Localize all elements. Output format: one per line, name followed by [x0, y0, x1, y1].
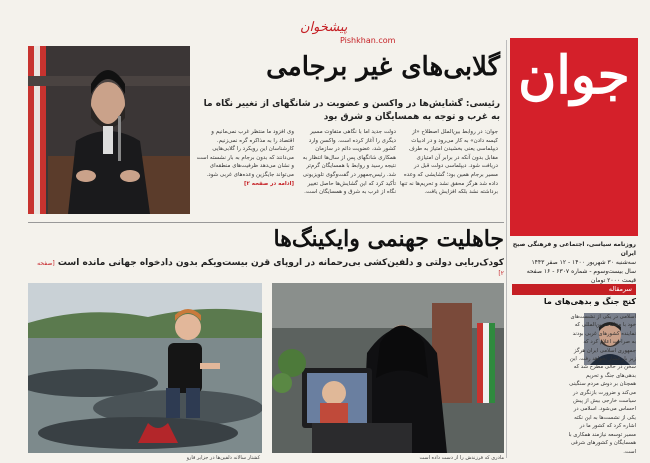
lead-photo — [28, 46, 190, 214]
masthead-date: سه‌شنبه ۳۰ شهریور ۱۴۰۰ - ۱۲ صفر ۱۴۴۳ — [531, 259, 636, 266]
lead-subhead: رئیسی: گشایش‌ها در واکسن و عضویت در شانگهای از تغییر نگاه ما به غرب و توجه به همسایگان و شرق بود — [203, 99, 500, 122]
masthead-tagline: روزنامه سیاسی، اجتماعی و فرهنگی صبح ایران — [512, 241, 636, 257]
right-photo-caption: مادری که فرزندش را از دست داده است — [419, 455, 504, 461]
mother-photo — [272, 283, 504, 453]
editorial-body — [512, 313, 636, 456]
second-continued-link[interactable]: [صفحه ۲] — [37, 260, 504, 277]
watermark-logo: پیشخوان — [300, 20, 348, 35]
dolphin-photo — [28, 283, 262, 453]
person-speaking-icon — [28, 46, 190, 214]
editorial-tag — [512, 284, 636, 295]
section-divider — [28, 222, 504, 223]
lead-column-3-text: وی افزود ما منتظر غرب نمی‌مانیم و اقتصاد را به مذاکره گره نمی‌زنیم. کارشناسان این رویکرد را گلابی‌هایی می‌دانند که بدون برجام به بار نشسته است و نشان می‌دهد ظرفیت‌های منطقه‌ای می‌تواند جایگزین وعده‌های غربی شود. — [196, 129, 294, 178]
child-with-dolphins-icon — [28, 283, 262, 453]
watermark-url: Pishkhan.com — [340, 36, 396, 45]
editorial-title[interactable]: کنج جنگ و بدهی‌های ما — [543, 297, 636, 306]
masthead-issue: سال بیست‌وسوم - شماره ۶۳۰۷ - ۱۶ صفحه — [526, 268, 636, 275]
column-divider — [506, 40, 507, 458]
second-subhead — [30, 258, 504, 278]
woman-with-tablet-icon — [272, 283, 504, 453]
masthead-logo — [510, 38, 638, 236]
lead-column-2: دولت جدید اما با نگاهی متفاوت مسیر دیگری را آغاز کرده است. واکسن وارد کشور شد، عضویت دائم در سازمان همکاری شانگهای پس از سال‌ها انتظار به نتیجه رسید و روابط با همسایگان گرم‌تر شد. رئیس‌جمهور در گفت‌وگوی تلویزیونی تأکید کرد که این گشایش‌ها حاصل تغییر نگاه از غرب به شرق و همسایگان است. — [302, 129, 396, 196]
lead-column-3 — [196, 128, 294, 188]
editorial-tag-label: سرمقاله — [608, 285, 632, 293]
masthead-title: جوان — [518, 45, 630, 106]
lead-column-1: جوان: در روابط بین‌الملل اصطلاح «از کیسه دادن» به کار می‌رود و در ادبیات دیپلماسی یعنی بخشیدن امتیاز به طرف مقابل بدون آنکه در برابر آن امتیازی دریافت شود. دیپلماسی دولت قبل در مسیر برجام همین بود؛ گشایشی که وعده داده شد هرگز محقق نشد و تحریم‌ها نه تنها برداشته نشد بلکه افزایش یافت. — [400, 129, 498, 196]
left-photo-caption: کشتار سالانه دلفین‌ها در جزایر فارو — [186, 455, 260, 461]
continued-link[interactable]: [ادامه در صفحه ۲] — [243, 180, 294, 187]
second-headline[interactable]: جاهلیت جهنمی وایکینگ‌ها — [273, 226, 504, 252]
editorial-body-text: اسلامی در یکی از نشست‌های خود با مقامات بین‌المللی که نماینده کشورهای غربی بودند به صراحت اعلام کرد که جمهوری اسلامی ایران هرگز زیر بار فشار نخواهد رفت. این سخن در حالی مطرح شد که بدهی‌های جنگ و تحریم همچنان بر دوش مردم سنگینی می‌کند و ضرورت بازنگری در سیاست خارجی بیش از پیش احساس می‌شود. اسلامی در یکی از نشست‌ها به این نکته اشاره کرد که کشور ما در مسیر توسعه نیازمند همکاری با همسایگان و کشورهای شرقی است. — [568, 314, 636, 455]
masthead-price: قیمت ۲۰۰۰ تومان — [591, 277, 636, 284]
second-subhead-text: کودک‌ربایی دولتی و دلفین‌کشی بی‌رحمانه در اروپای قرن بیست‌ویکم بدون دادخواه جهانی مانده است — [57, 258, 504, 268]
lead-headline[interactable]: گلابی‌های غیر برجامی — [266, 52, 500, 82]
masthead-info — [512, 240, 636, 285]
